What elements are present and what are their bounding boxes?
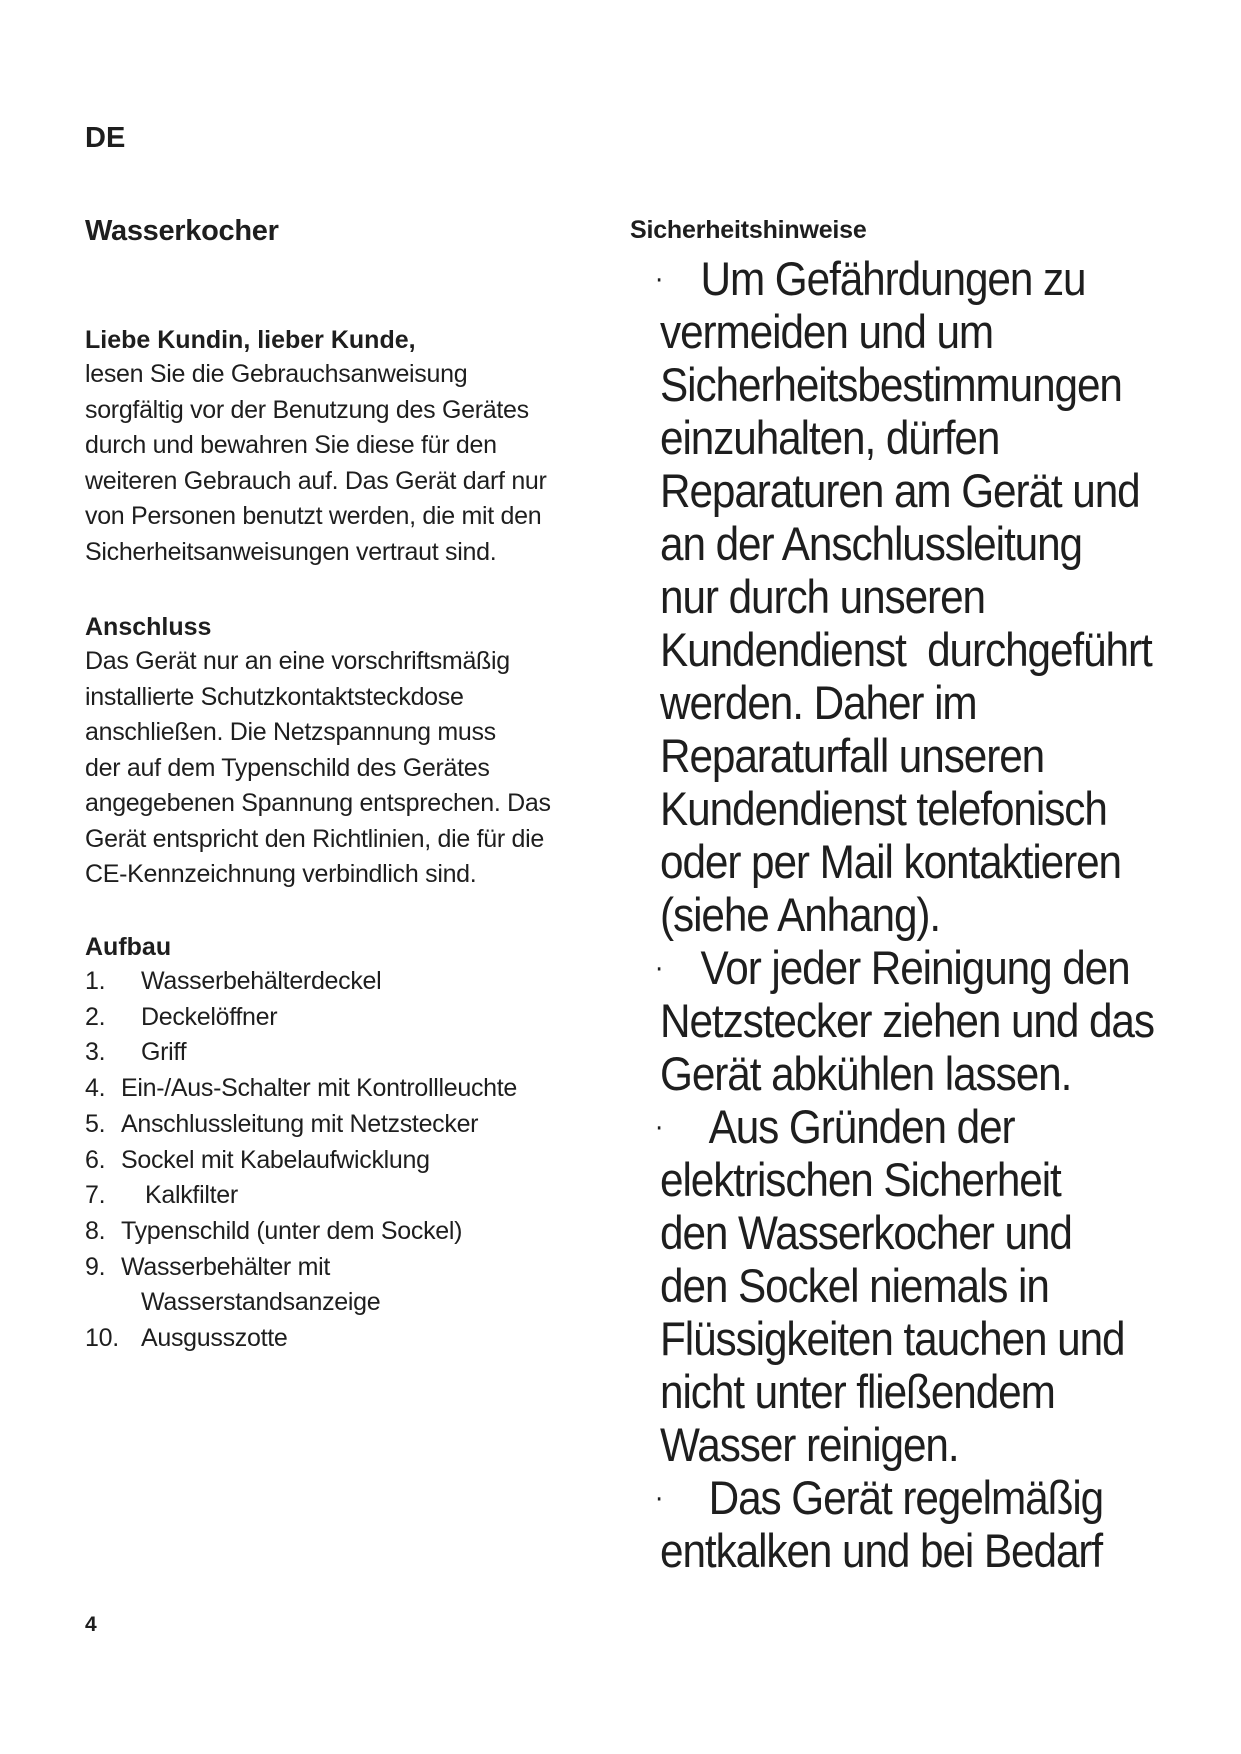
- safety-heading: Sicherheitshinweise: [630, 216, 867, 244]
- bullet-icon: ·: [654, 1481, 663, 1514]
- list-item: [85, 1143, 605, 1179]
- safety-line: nur durch unseren: [660, 570, 985, 623]
- safety-line: Um Gefährdungen zu: [700, 252, 1086, 305]
- safety-line: nicht unter fließendem: [660, 1365, 1055, 1418]
- safety-line: Kundendienst telefonisch: [660, 782, 1107, 835]
- safety-item: [654, 941, 1227, 1100]
- item-text: Ein-/Aus-Schalter mit Kontrollleuchte: [121, 1074, 518, 1103]
- bullet-icon: ·: [654, 1110, 663, 1143]
- safety-line: den Sockel niemals in: [660, 1259, 1049, 1312]
- intro-line: lesen Sie die Gebrauchsanweisung: [85, 360, 468, 388]
- intro-line: weiteren Gebrauch auf. Das Gerät darf nur: [85, 466, 547, 495]
- intro-line: von Personen benutzt werden, die mit den: [85, 502, 542, 530]
- safety-line: Gerät abkühlen lassen.: [660, 1047, 1072, 1100]
- item-number: 10.: [85, 1324, 119, 1353]
- safety-line: Vor jeder Reinigung den: [700, 941, 1130, 994]
- item-number: 6.: [85, 1145, 106, 1174]
- safety-item: [654, 252, 1227, 941]
- safety-line: Reparaturfall unseren: [660, 729, 1045, 782]
- safety-line: Reparaturen am Gerät und: [660, 464, 1140, 517]
- item-text: Ausgusszotte: [141, 1324, 288, 1353]
- connection-line: Das Gerät nur an eine vorschriftsmäßig: [85, 647, 510, 675]
- structure-section: [85, 930, 605, 1357]
- safety-line: Wasser reinigen.: [660, 1418, 959, 1471]
- structure-heading: Aufbau: [85, 933, 172, 961]
- item-text: Typenschild (unter dem Sockel): [121, 1216, 463, 1245]
- safety-line: entkalken und bei Bedarf: [660, 1524, 1103, 1577]
- safety-line: (siehe Anhang).: [660, 888, 941, 941]
- list-item: [85, 1035, 605, 1071]
- intro-line: sorgfältig vor der Benutzung des Gerätes: [85, 395, 529, 424]
- item-number: 7.: [85, 1181, 106, 1210]
- safety-line: Netzstecker ziehen und das: [660, 994, 1154, 1047]
- list-item-continuation: [85, 1285, 605, 1321]
- list-item: [85, 1000, 605, 1036]
- safety-line: Sicherheitsbestimmungen: [660, 358, 1122, 411]
- list-item: [85, 1178, 605, 1214]
- item-text: Wasserstandsanzeige: [141, 1288, 381, 1317]
- list-item: [85, 1321, 605, 1357]
- intro-line: Sicherheitsanweisungen vertraut sind.: [85, 537, 497, 566]
- connection-heading: Anschluss: [85, 613, 212, 641]
- item-text: Kalkfilter: [145, 1181, 238, 1210]
- safety-line: elektrischen Sicherheit: [660, 1153, 1061, 1206]
- item-text: Wasserbehälter mit: [121, 1252, 331, 1281]
- safety-line: den Wasserkocher und: [660, 1206, 1072, 1259]
- language-code: DE: [85, 122, 126, 154]
- item-number: 2.: [85, 1002, 106, 1031]
- bullet-icon: ·: [654, 262, 663, 295]
- page-title: Wasserkocher: [85, 215, 279, 247]
- item-text: Griff: [141, 1038, 187, 1067]
- item-text: Anschlussleitung mit Netzstecker: [121, 1109, 479, 1138]
- intro-line: durch und bewahren Sie diese für den: [85, 431, 497, 459]
- safety-item: [654, 1100, 1227, 1471]
- list-item: [85, 1107, 605, 1143]
- connection-line: der auf dem Typenschild des Gerätes: [85, 753, 490, 782]
- connection-line: anschließen. Die Netzspannung muss: [85, 718, 496, 746]
- item-text: Deckelöffner: [141, 1002, 278, 1031]
- safety-line: Das Gerät regelmäßig: [708, 1471, 1104, 1524]
- item-number: 1.: [85, 967, 106, 995]
- item-text: Wasserbehälterdeckel: [141, 967, 382, 995]
- connection-line: angegebenen Spannung entsprechen. Das: [85, 789, 551, 817]
- safety-line: an der Anschlussleitung: [660, 517, 1082, 570]
- item-text: Sockel mit Kabelaufwicklung: [121, 1145, 430, 1174]
- list-item: [85, 1250, 605, 1286]
- connection-section: [85, 610, 605, 893]
- item-number: 9.: [85, 1252, 106, 1281]
- intro-heading: Liebe Kundin, lieber Kunde,: [85, 326, 416, 354]
- safety-item: [654, 1471, 1227, 1577]
- list-item: [85, 1071, 605, 1107]
- item-number: 4.: [85, 1074, 106, 1103]
- safety-line: werden. Daher im: [660, 676, 977, 729]
- safety-line: Kundendienst durchgeführt: [660, 623, 1152, 676]
- safety-line: einzuhalten, dürfen: [660, 411, 1000, 464]
- safety-list: [654, 252, 1230, 1577]
- intro-section: [85, 323, 605, 570]
- safety-line: vermeiden und um: [660, 305, 994, 358]
- safety-line: Aus Gründen der: [708, 1100, 1015, 1153]
- item-number: 5.: [85, 1109, 106, 1138]
- connection-line: CE-Kennzeichnung verbindlich sind.: [85, 860, 477, 888]
- item-number: 3.: [85, 1038, 106, 1067]
- connection-line: installierte Schutzkontaktsteckdose: [85, 682, 464, 711]
- item-number: 8.: [85, 1216, 106, 1245]
- safety-line: Flüssigkeiten tauchen und: [660, 1312, 1125, 1365]
- list-item: [85, 964, 605, 1000]
- page-number: 4: [85, 1613, 97, 1636]
- bullet-icon: ·: [654, 951, 663, 984]
- safety-line: oder per Mail kontaktieren: [660, 835, 1121, 888]
- list-item: [85, 1214, 605, 1250]
- parts-list: [85, 964, 605, 1357]
- connection-line: Gerät entspricht den Richtlinien, die für die: [85, 824, 544, 853]
